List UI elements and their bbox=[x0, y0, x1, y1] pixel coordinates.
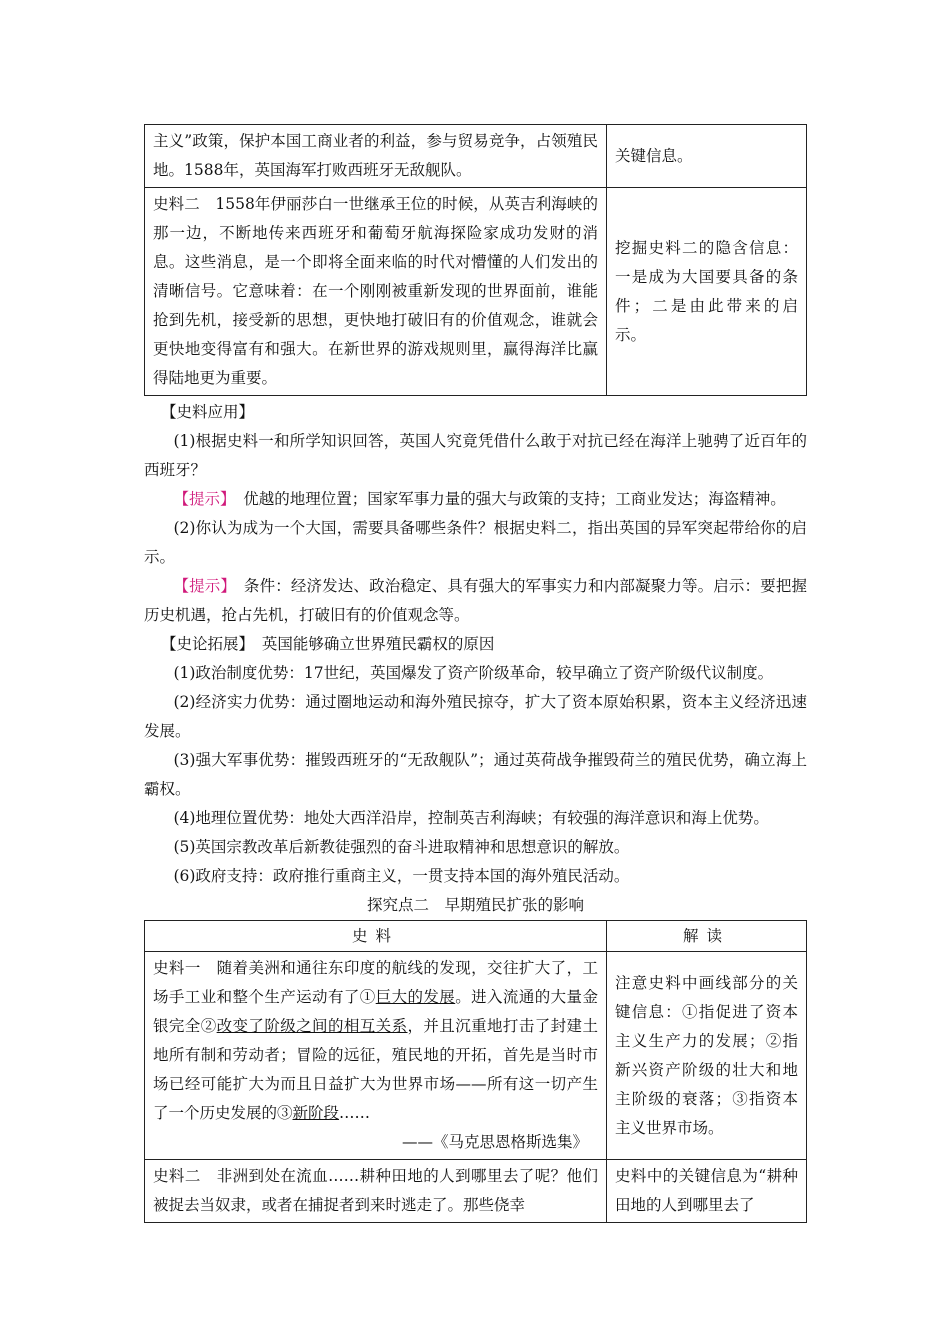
extension-title: 英国能够确立世界殖民霸权的原因 bbox=[261, 635, 495, 653]
answer-1 bbox=[144, 485, 807, 514]
list-item: (1)政治制度优势：17世纪，英国爆发了资产阶级革命，较早确立了资产阶级代议制度。 bbox=[173, 664, 774, 682]
citation: ——《马克思恩格斯选集》 bbox=[401, 1133, 588, 1151]
underlined-phrase: 新阶段 bbox=[292, 1104, 340, 1122]
list-item: (6)政府支持：政府推行重商主义，一贯支持本国的海外殖民活动。 bbox=[173, 867, 630, 885]
question-2: (2)你认为成为一个大国，需要具备哪些条件？根据史料二，指出英国的异军突起带给你的启示。 bbox=[144, 519, 807, 566]
application-section bbox=[144, 398, 807, 630]
page-content bbox=[144, 124, 807, 1223]
underlined-phrase: 改变了阶级之间的相互关系 bbox=[216, 1017, 408, 1035]
answer-text: 条件：经济发达、政治稳定、具有强大的军事实力和内部凝聚力等。启示：要把握历史机遇，抢占先机，打破旧有的价值观念等。 bbox=[144, 577, 807, 624]
section-heading: 【史论拓展】 bbox=[161, 635, 247, 653]
hint-label: 【提示】 bbox=[173, 577, 229, 595]
section-title: 探究点二 早期殖民扩张的影响 bbox=[366, 896, 584, 914]
hint-label: 【提示】 bbox=[173, 490, 228, 508]
source-cell: 史料二 1558年伊丽莎白一世继承王位的时候，从英吉利海峡的那一边，不断地传来西班牙和葡萄牙航海探险家成功发财的消息。这些消息，是一个即将全面来临的时代对懵懂的人们发出的清晰信号。它意味着：在一个刚刚被重新发现的世界面前，谁能抢到先机，接受新的思想，更快地打破旧有的价值观念，谁就会更快地变得富有和强大。在新世界的游戏规则里，赢得海洋比赢得陆地更为重要。 bbox=[145, 188, 607, 396]
source-table-1 bbox=[144, 124, 807, 396]
underlined-phrase: 巨大的发展 bbox=[375, 988, 456, 1006]
text-span: …… bbox=[339, 1104, 371, 1122]
column-header-interpretation: 解读 bbox=[607, 921, 807, 952]
column-header-source: 史料 bbox=[145, 921, 607, 952]
answer-text: 优越的地理位置；国家军事力量的强大与政策的支持；工商业发达；海盗精神。 bbox=[243, 490, 786, 508]
interpretation-cell: 挖掘史料二的隐含信息：一是成为大国要具备的条件；二是由此带来的启示。 bbox=[607, 188, 807, 396]
text-span: 。进入流通的大量金银完全② bbox=[153, 988, 598, 1035]
table-row bbox=[145, 952, 807, 1160]
interpretation-cell: 关键信息。 bbox=[607, 125, 807, 188]
list-item: (2)经济实力优势：通过圈地运动和海外殖民掠夺，扩大了资本原始积累，资本主义经济迅速发展。 bbox=[144, 693, 807, 740]
list-item: (4)地理位置优势：地处大西洋沿岸，控制英吉利海峡；有较强的海洋意识和海上优势。 bbox=[173, 809, 769, 827]
source-table-2 bbox=[144, 920, 807, 1223]
table-header-row bbox=[145, 921, 807, 952]
source-text bbox=[153, 954, 598, 1128]
interpretation-cell: 注意史料中画线部分的关键信息：①指促进了资本主义生产力的发展；②指新兴资产阶级的壮大和地主阶级的衰落；③指资本主义世界市场。 bbox=[607, 952, 807, 1160]
answer-2 bbox=[144, 572, 807, 630]
source-cell: 史料二 非洲到处在流血……耕种田地的人到哪里去了呢？他们被捉去当奴隶，或者在捕捉者到来时逃走了。那些侥幸 bbox=[145, 1160, 607, 1223]
question-1: (1)根据史料一和所学知识回答，英国人究竟凭借什么敢于对抗已经在海洋上驰骋了近百年的西班牙？ bbox=[144, 432, 807, 479]
source-cell bbox=[145, 952, 607, 1160]
table-row bbox=[145, 125, 807, 188]
extension-section bbox=[144, 630, 807, 891]
section-heading: 【史料应用】 bbox=[161, 403, 255, 421]
list-item: (5)英国宗教改革后新教徒强烈的奋斗进取精神和思想意识的解放。 bbox=[173, 838, 630, 856]
text-span: ，并且沉重地打击了封建土地所有制和劳动者；冒险的远征，殖民地的开拓，首先是当时市场已经可能扩大为而且日益扩大为世界市场——所有这一切产生了一个历史发展的③ bbox=[153, 1017, 598, 1122]
interpretation-cell: 史料中的关键信息为“耕种田地的人到哪里去了 bbox=[607, 1160, 807, 1223]
table-row bbox=[145, 188, 807, 396]
source-cell: 主义”政策，保护本国工商业者的利益，参与贸易竞争，占领殖民地。1588年，英国海军打败西班牙无敌舰队。 bbox=[145, 125, 607, 188]
text-span: 史料一 随着美洲和通往东印度的航线的发现，交往扩大了，工场手工业和整个生产运动有了① bbox=[153, 959, 598, 1006]
table-row bbox=[145, 1160, 807, 1223]
extension-heading bbox=[144, 630, 807, 659]
list-item: (3)强大军事优势：摧毁西班牙的“无敌舰队”；通过英荷战争摧毁荷兰的殖民优势，确立海上霸权。 bbox=[144, 751, 807, 798]
